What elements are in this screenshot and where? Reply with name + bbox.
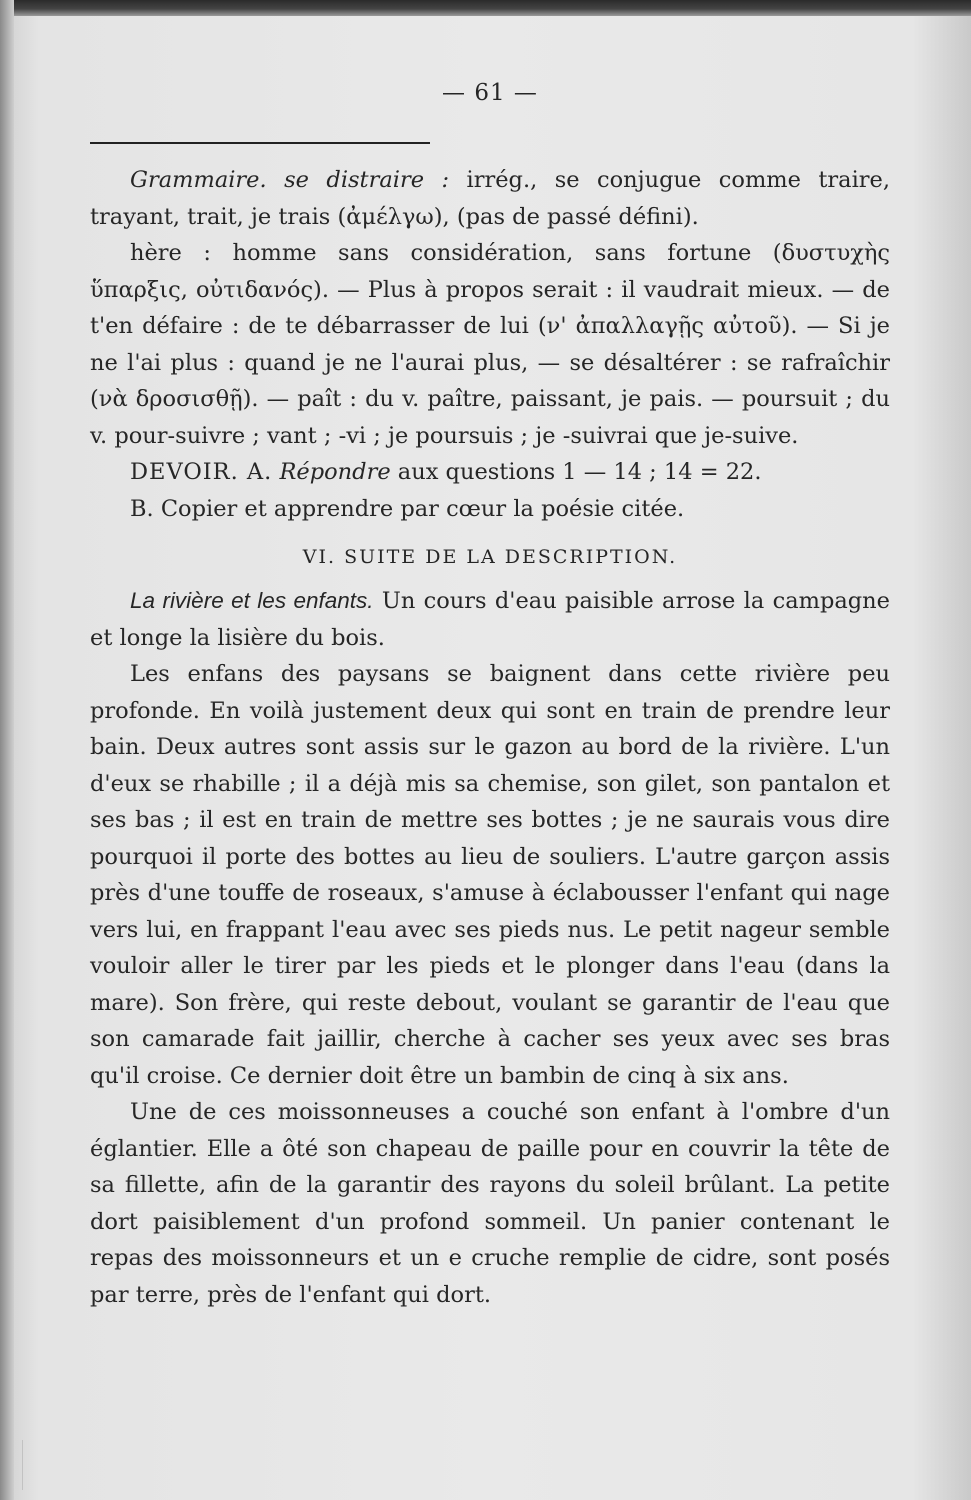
glossary-note: hère : homme sans considération, sans fortune (δυστυχὴς ὕπαρξις, οὐτιδανός). — Plus à propos serait : il vaudrait mieux. — de t'en défaire : de te débarrasser de lui (ν' ἀπαλλαγῇς αὐτοῦ). — Si je ne l'ai plus : quand je ne l'aurai plus, — se désaltérer : se rafraîchir (νὰ δροσισθῇ). — paît : du v. paître, paissant, je pais. — poursuit ; du v. pour-suivre ; vant ; -vi ; je poursuis ; je -suivrai que je-suive. bbox=[90, 240, 890, 449]
paragraph-1-lead: La rivière et les enfants. bbox=[130, 588, 374, 613]
page-top-edge bbox=[0, 0, 971, 16]
grammar-note bbox=[90, 162, 890, 235]
paragraph-3: Une de ces moissonneuses a couché son enfant à l'ombre d'un églantier. Elle a ôté son chapeau de paille pour en couvrir la tête de sa fillette, afin de la garantir des rayons du soleil brûlant. La petite dort paisiblement d'un profond sommeil. Un panier contenant le repas des moissonneurs et un e cruche remplie de cidre, sont posés par terre, près de l'enfant qui dort. bbox=[90, 1099, 890, 1308]
paragraph-1 bbox=[90, 583, 890, 656]
gutter-mark bbox=[22, 1440, 63, 1490]
grammar-label: Grammaire. se distraire : bbox=[130, 167, 450, 193]
grammar-text: irrég., se conjugue comme traire, trayant, trait, je trais (ἀμέλγω), (pas de passé défini). bbox=[90, 167, 891, 230]
devoir-italic: Répondre bbox=[279, 459, 391, 485]
section-title: VI. SUITE DE LA DESCRIPTION. bbox=[302, 546, 678, 568]
page-number: — 61 — bbox=[442, 80, 538, 106]
devoir-a bbox=[90, 454, 890, 491]
paragraph-2: Les enfans des paysans se baignent dans cette rivière peu profonde. En voilà justement deux qui sont en train de prendre leur bain. Deux autres sont assis sur le gazon au bord de la rivière. L'un d'eux se rhabille ; il a déjà mis sa chemise, son gilet, son pantalon et ses bas ; il est en train de mettre ses bottes ; je ne saurais vous dire pourquoi il porte des bottes au lieu de souliers. L'autre garçon assis près d'une touffe de roseaux, s'amuse à éclabousser l'enfant qui nage vers lui, en frappant l'eau avec ses pieds nus. Le petit nageur semble vouloir aller le tirer par les pieds et le plonger dans l'eau (dans la mare). Son frère, qui reste debout, voulant se garantir de l'eau que son camarade fait jaillir, cherche à cacher ses yeux avec ses bras qu'il croise. Ce dernier doit être un bambin de cinq à six ans. bbox=[90, 661, 890, 1089]
paragraph-1-text: Un cours d'eau paisible arrose la campagne et longe la lisière du bois. bbox=[90, 588, 890, 651]
devoir-b: B. Copier et apprendre par cœur la poésie citée. bbox=[130, 495, 685, 522]
page-left-edge bbox=[0, 0, 14, 1500]
devoir-label: DEVOIR. A. bbox=[130, 459, 273, 485]
page-content bbox=[90, 80, 890, 1313]
devoir-rest: aux questions 1 — 14 ; 14 = 22. bbox=[397, 459, 762, 485]
footnote-rule bbox=[90, 142, 430, 144]
